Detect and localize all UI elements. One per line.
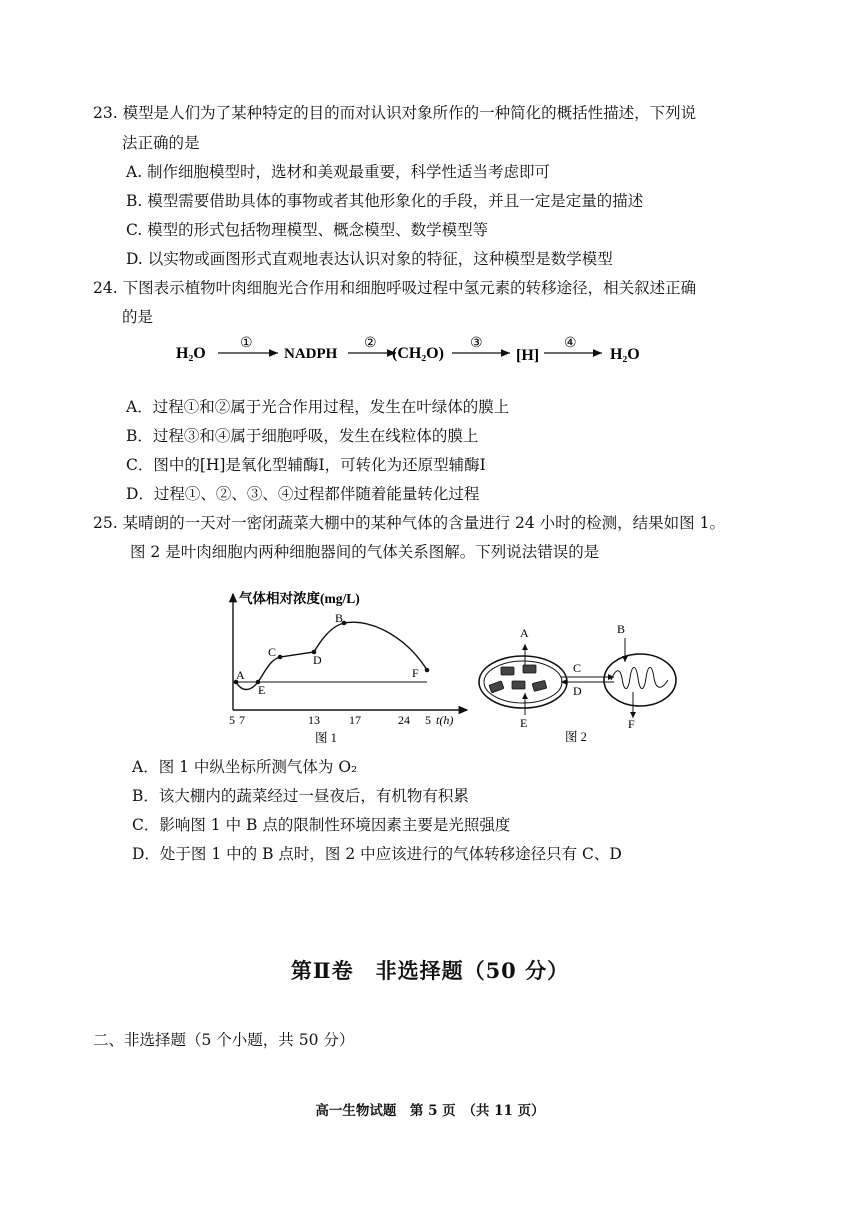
point-f: [425, 668, 430, 673]
figure-2-diagram: [470, 620, 690, 750]
page-footer: 高一生物试题 第 5 页 （共 11 页）: [315, 1103, 545, 1119]
pathway-h: [H]: [516, 347, 540, 364]
q23-stem-line1: 23. 模型是人们为了某种特定的目的而对认识对象所作的一种简化的概括性描述，下列说: [93, 104, 697, 122]
q24-stem-line2: 的是: [122, 308, 154, 326]
x-tick-13: 13: [308, 713, 320, 727]
pathway-ch2o: (CH₂O): [392, 345, 444, 362]
q23-option-b: B. 模型需要借助具体的事物或者其他形象化的手段，并且一定是定量的描述: [126, 192, 644, 210]
point-d-label: D: [313, 653, 322, 667]
x-tick-17: 17: [349, 713, 361, 727]
mitochondrion-cristae: [611, 668, 668, 689]
label-b: B: [617, 622, 626, 636]
x-tick-7: 7: [239, 713, 245, 727]
x-axis-label: t(h): [436, 713, 454, 727]
figure-1-graph: [222, 588, 482, 750]
mitochondrion-outer: [604, 654, 676, 706]
q24-stem-line1: 24. 下图表示植物叶肉细胞光合作用和细胞呼吸过程中氢元素的转移途径，相关叙述正确: [93, 279, 697, 297]
q25-option-d: D．处于图 1 中的 B 点时，图 2 中应该进行的气体转移途径只有 C、D: [132, 845, 622, 863]
q23-stem-line2: 法正确的是: [122, 134, 200, 152]
q24-option-c: C．图中的[H]是氧化型辅酶I，可转化为还原型辅酶I: [126, 456, 486, 474]
x-tick-5a: 5: [229, 713, 235, 727]
q25-option-c: C．影响图 1 中 B 点的限制性环境因素主要是光照强度: [132, 816, 511, 834]
q23-option-a: A. 制作细胞模型时，选材和美观最重要，科学性适当考虑即可: [126, 163, 551, 181]
section-subtitle: 二、非选择题（5 个小题，共 50 分）: [93, 1031, 355, 1049]
label-d: D: [573, 684, 582, 698]
point-f-label: F: [412, 666, 419, 680]
point-b-label: B: [335, 611, 344, 625]
point-c: [278, 655, 283, 660]
pathway-step-3: ③: [470, 336, 483, 351]
x-tick-24: 24: [398, 713, 410, 727]
point-a-label: A: [236, 668, 245, 682]
pathway-step-1: ①: [240, 336, 253, 351]
y-axis-label: 气体相对浓度(mg/L): [239, 591, 360, 606]
x-tick-5b: 5: [425, 713, 431, 727]
label-a: A: [520, 626, 529, 640]
point-e-label: E: [258, 683, 266, 697]
section-title: 第Ⅱ卷 非选择题（50 分）: [290, 958, 570, 983]
label-c: C: [573, 661, 582, 675]
q25-stem-line2: 图 2 是叶肉细胞内两种细胞器间的气体关系图解。下列说法错误的是: [130, 543, 600, 561]
gas-concentration-curve: [236, 622, 427, 689]
figure-1-caption: 图 1: [315, 731, 337, 745]
q24-option-a: A．过程①和②属于光合作用过程，发生在叶绿体的膜上: [126, 398, 510, 416]
pathway-step-2: ②: [364, 336, 377, 351]
pathway-h2o-end: H₂O: [610, 346, 640, 363]
label-f: F: [628, 717, 635, 731]
q24-option-d: D．过程①、②、③、④过程都伴随着能量转化过程: [126, 485, 480, 503]
figure-2-caption: 图 2: [565, 730, 587, 744]
q23-option-c: C. 模型的形式包括物理模型、概念模型、数学模型等: [126, 221, 489, 239]
hydrogen-pathway-diagram: [170, 332, 660, 372]
q25-option-a: A．图 1 中纵坐标所测气体为 O₂: [132, 758, 358, 776]
q23-option-d: D. 以实物或画图形式直观地表达认识对象的特征，这种模型是数学模型: [126, 250, 613, 268]
point-c-label: C: [268, 645, 277, 659]
label-e: E: [520, 716, 528, 730]
pathway-h2o-start: H₂O: [176, 345, 206, 362]
q25-stem-line1: 25. 某晴朗的一天对一密闭蔬菜大棚中的某种气体的含量进行 24 小时的检测，结果如图 1。: [93, 514, 725, 532]
q24-option-b: B．过程③和④属于细胞呼吸，发生在线粒体的膜上: [126, 427, 479, 445]
pathway-nadph: NADPH: [284, 346, 338, 362]
q25-option-b: B．该大棚内的蔬菜经过一昼夜后，有机物有积累: [132, 787, 469, 805]
pathway-step-4: ④: [564, 336, 577, 351]
grana-stacks: [489, 665, 547, 693]
